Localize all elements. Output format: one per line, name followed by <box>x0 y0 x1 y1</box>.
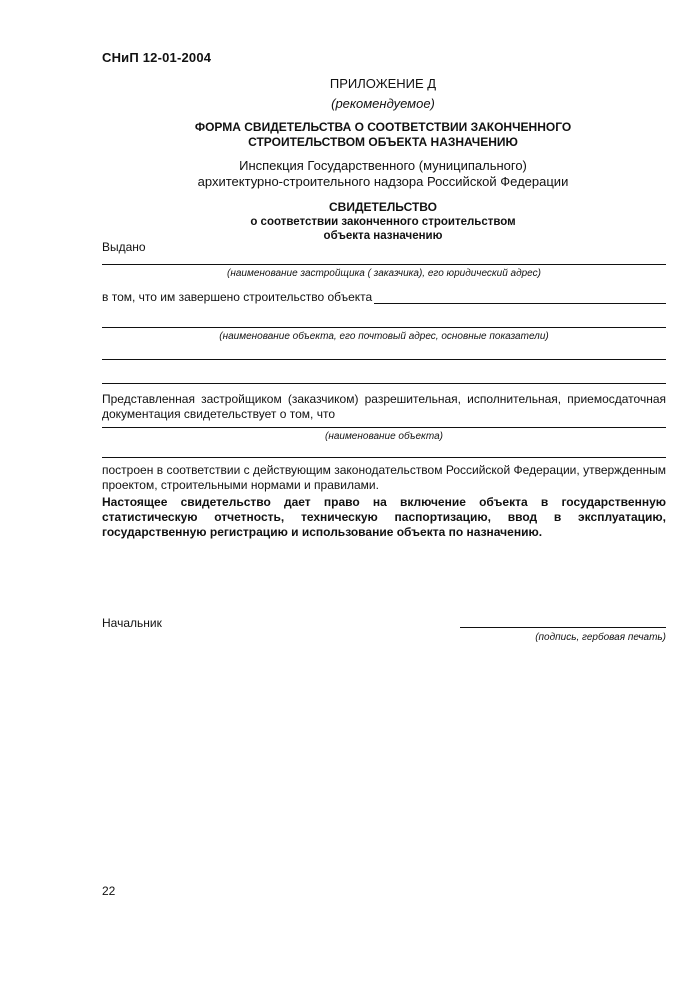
form-title <box>100 120 666 150</box>
certificate-title: СВИДЕТЕЛЬСТВО <box>329 200 437 214</box>
object-name-extra-line[interactable] <box>102 457 666 458</box>
certificate-subtitle-line-1: о соответствии законченного строительством <box>250 216 516 228</box>
built-object-input-line[interactable] <box>374 290 666 304</box>
appendix-status: (рекомендуемое) <box>331 96 435 111</box>
object-extra-line-1[interactable] <box>102 359 666 360</box>
compliance-paragraph: построен в соответствии с действующим законодательством Российской Федерации, утвержденным проектом, строительными нормами и правилами. <box>102 463 666 492</box>
appendix-label: ПРИЛОЖЕНИЕ Д <box>329 76 437 91</box>
developer-caption: (наименование застройщика ( заказчика), его юридический адрес) <box>227 268 541 279</box>
signature-caption: (подпись, гербовая печать) <box>535 632 666 643</box>
inspection-name <box>100 158 666 190</box>
signature-line[interactable] <box>460 627 666 628</box>
certificate-subtitle <box>100 215 666 243</box>
form-title-line-1: ФОРМА СВИДЕТЕЛЬСТВА О СООТВЕТСТВИИ ЗАКОНЧЕННОГО <box>194 120 572 134</box>
signatory-role: Начальник <box>102 616 162 630</box>
rights-paragraph: Настоящее свидетельство дает право на включение объекта в государственную статистическую отчетность, техническую паспортизацию, ввод в эксплуатацию, государственную регистрацию и использование объекта по назначению. <box>102 495 666 539</box>
object-extra-line-2[interactable] <box>102 383 666 384</box>
built-object-row <box>102 290 666 304</box>
object-name-input-line[interactable] <box>102 427 666 428</box>
built-object-label: в том, что им завершено строительство объекта <box>102 290 373 304</box>
object-input-line[interactable] <box>102 327 666 328</box>
form-title-line-2: СТРОИТЕЛЬСТВОМ ОБЪЕКТА НАЗНАЧЕНИЮ <box>248 135 518 149</box>
inspection-line-1: Инспекция Государственного (муниципального) <box>239 158 527 173</box>
inspection-line-2: архитектурно-строительного надзора Российской Федерации <box>197 174 569 189</box>
page-number: 22 <box>102 884 116 898</box>
developer-input-line[interactable] <box>102 264 666 265</box>
document-code: СНиП 12-01-2004 <box>102 50 212 65</box>
object-caption: (наименование объекта, его почтовый адрес, основные показатели) <box>219 331 549 342</box>
documentation-paragraph: Представленная застройщиком (заказчиком) разрешительная, исполнительная, приемосдаточная документация свидетельствует о том, что <box>102 392 666 421</box>
object-name-caption: (наименование объекта) <box>325 431 443 442</box>
certificate-subtitle-line-2: объекта назначению <box>323 230 443 242</box>
issued-label: Выдано <box>102 240 146 254</box>
